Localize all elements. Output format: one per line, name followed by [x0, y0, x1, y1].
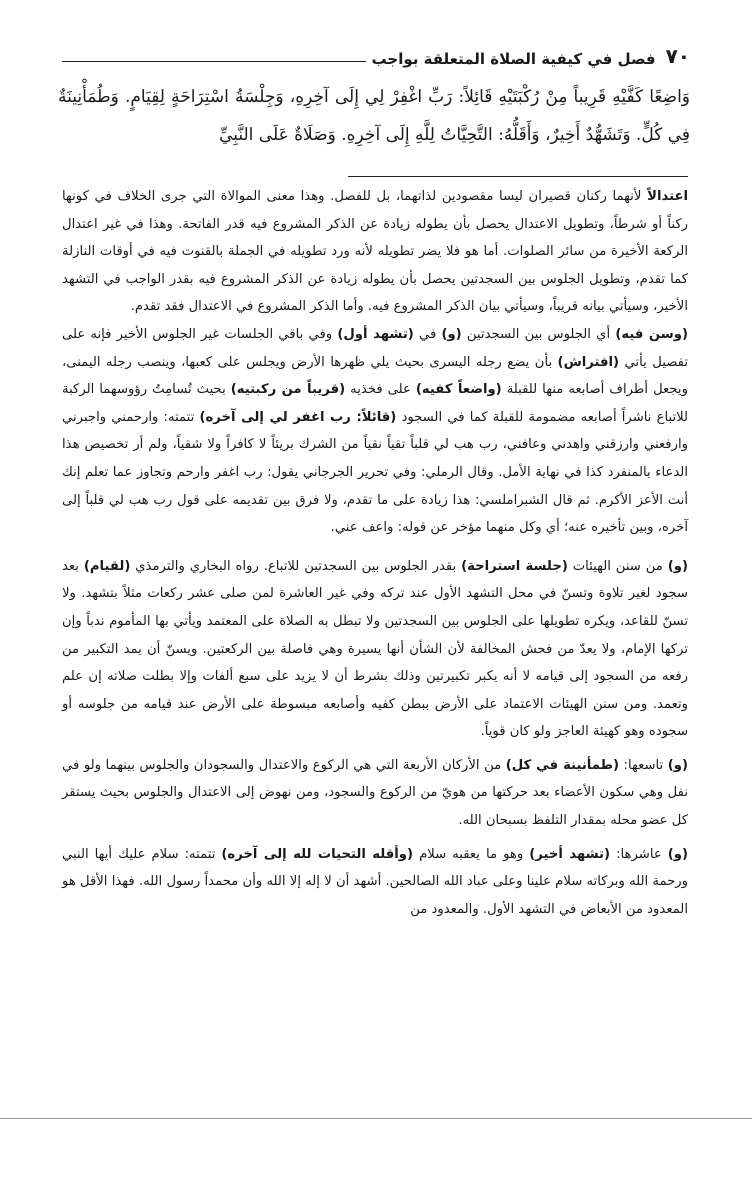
bold-term: (طمأنينة في كل): [505, 757, 620, 773]
bold-term: (و): [667, 558, 688, 574]
bold-term: (وسن فيه): [615, 326, 688, 342]
commentary-text: وهو ما يعقبه سلام: [413, 846, 530, 862]
commentary-text: بقدر الجلوس بين السجدتين للاتباع. رواه البخاري والترمذي: [130, 558, 462, 574]
commentary-text: وفي باقي الجلسات غير الجلوس الأخير فإنه على تفصيل يأتي: [62, 326, 688, 370]
bold-term: (وأقله التحيات لله إلى آخره): [221, 846, 414, 862]
commentary-text: في: [413, 326, 442, 342]
bold-term: (قائلاً: رب اغفر لي إلى آخره): [199, 409, 397, 425]
bold-term: (و): [441, 326, 462, 342]
running-title: فصل في كيفية الصلاة المتعلقة بواجب: [371, 50, 656, 68]
commentary-text: أي الجلوس بين السجدتين: [461, 326, 616, 342]
commentary-text: بحيث تُسامِتُ رؤوسهما الركبة للاتباع ناشراً أصابعه مضمومة للقبلة كما في السجود: [62, 382, 689, 425]
commentary-text: تتمته: سلام عليك أيها النبي ورحمة الله وبركاته سلام علينا وعلى عباد الله الصالحين. أشهد أن لا إله إلا الله وأن محمداً رسول الله. فهذا الأقل هو المعدود من الأبعاض في التشهد الأول. والمعدود من: [62, 846, 688, 917]
bold-term: (و): [667, 846, 689, 862]
matn-text: وَاضِعًا كَفَّيْهِ قَرِيباً مِنْ رُكْبَتَيْهِ قَائِلاً: رَبِّ اغْفِرْ لِي إِلَى آخِرِهِ، وَجِلْسَةُ اسْتِرَاحَةٍ لِقِيَامٍ. وَطُمَأْنِينَةٌ فِي كُلٍّ. وَتَشَهُّدٌ أَخِيرٌ، وَأَقَلُّهُ: التَّحِيَّاتُ لِلَّهِ إِلَى آخِرِهِ. وَصَلَاةٌ عَلَى النَّبِيِّ: [58, 87, 690, 145]
commentary-text: على فخذيه: [345, 382, 416, 398]
page-number: ٧٠: [665, 44, 690, 68]
bold-term: (و): [667, 757, 688, 773]
page-header: [62, 40, 690, 68]
commentary-paragraph-3: [62, 752, 688, 835]
footnote-separator: [348, 176, 688, 177]
bold-term: (لقيام): [83, 558, 131, 574]
bold-term: (تشهد أول): [337, 326, 414, 342]
page-bottom-edge: [0, 1118, 752, 1119]
commentary-text: بعد سجود لغير تلاوة وتسنّ في محل التشهد الأول عند تركه وفي غير العاشرة لمن صلى عشر ركعات مثلاً بتشهد. ولا تسنّ للقاعد، ويكره تطويلها على الجلوس بين السجدتين ولا تبطل به الصلاة على المعتمد ويأتي بها المأموم ندباً وإن تركها الإمام، ولا يعدّ من فحش المخالفة لأن الشأن أنها يسيرة وهي فاصلة بين الركعتين. ويسنّ أن يمد التكبير من رفعه من السجود إلى قيامه لا أنه يكبر تكبيرتين وذلك بشرط أن لا يزيد على سبع ألفات وإلا بطلت صلاته إن علم وتعمد. ومن سنن الهيئات الاعتماد على الأرض ببطن كفيه وأصابعه مبسوطة على الأرض عند قيامه من جلوسه أو سجوده وهو كهيئة العاجز ولو كان قوياً.: [62, 558, 688, 740]
bold-term: (جلسة استراحة): [461, 558, 568, 574]
bold-term: (قريباً من ركبتيه): [230, 382, 346, 398]
commentary-text: من الأركان الأربعة التي هي الركوع والاعتدال والسجودان والجلوس بينهما ولو في نفل وهي سكون الأعضاء بعد حركتها من هويّ من الركوع والسجود، ومن نهوض إلى الاعتدال والجلوس بحيث يستقر كل عضو محله بمقدار التلفظ بسبحان الله.: [62, 757, 688, 829]
bold-term: اعتدالاً: [647, 189, 688, 204]
header-rule: [62, 61, 366, 62]
commentary: [62, 183, 688, 923]
commentary-text: عاشرها:: [610, 846, 668, 862]
commentary-text: لأنهما ركنان قصيران ليسا مقصودين لذاتهما، بل للفصل. وهذا معنى الموالاة التي جرى الخلاف في كونها ركناً أو شرطاً، وتطويل الاعتدال يحصل بأن يطوله زيادة عن الذكر المشروع فيه قدر الفاتحة. وهذا في غير اعتدال الركعة الأخيرة من سائر الصلوات. أما هو فلا يضر تطويله لأنه ورد تطويله في الجملة بالقنوت فيه في أوقات النازلة كما تقدم، وتطويل الجلوس بين السجدتين يحصل بأن يطوله زيادة عن الذكر المشروع فيه بقدر الواجب في التشهد الأخير، وسيأتي بيانه قريباً، وسيأتي بيان الذكر المشروع فيه. وأما الذكر المشروع في الاعتدال فقد تقدم.: [62, 189, 688, 315]
bold-term: (واضعاً كفيه): [415, 382, 502, 398]
commentary-paragraph-2: [62, 553, 688, 746]
commentary-text: تاسعها:: [619, 757, 668, 773]
commentary-paragraph-1: [62, 183, 688, 542]
commentary-paragraph-4: [62, 841, 688, 924]
commentary-text: بأن يضع رجله اليسرى بحيث يلي ظهرها الأرض ويجلس على كعبها، وينصب رجله اليمنى، ويجعل أطراف أصابعه منها للقبلة: [62, 354, 688, 398]
commentary-text: تتمته: وارحمني واجبرني وارفعني وارزقني واهدني وعافني، رب هب لي قلباً تقياً نقياً من الشرك بريئاً لا كافراً ولا شقياً، ولم أر تخصيص هذا الدعاء بالمنفرد كذا في نهاية الأمل. وقال الرملي: وفي تحرير الجرجاني يقول: رب اغفر وارحم وتجاوز عما تعلم إنك أنت الأعز الأكرم. ثم قال الشبراملسي: هذا زيادة على ما تقدم، ولا فرق بين تقديمه على قول رب هب لي قلباً إلى آخره، وبين تأخيره عنه؛ أي وكل منهما مؤخر عن قوله: واعف عني.: [62, 409, 688, 536]
bold-term: (افتراش): [557, 354, 620, 370]
bold-term: (تشهد أخير): [529, 846, 611, 862]
commentary-text: من سنن الهيئات: [567, 558, 668, 574]
